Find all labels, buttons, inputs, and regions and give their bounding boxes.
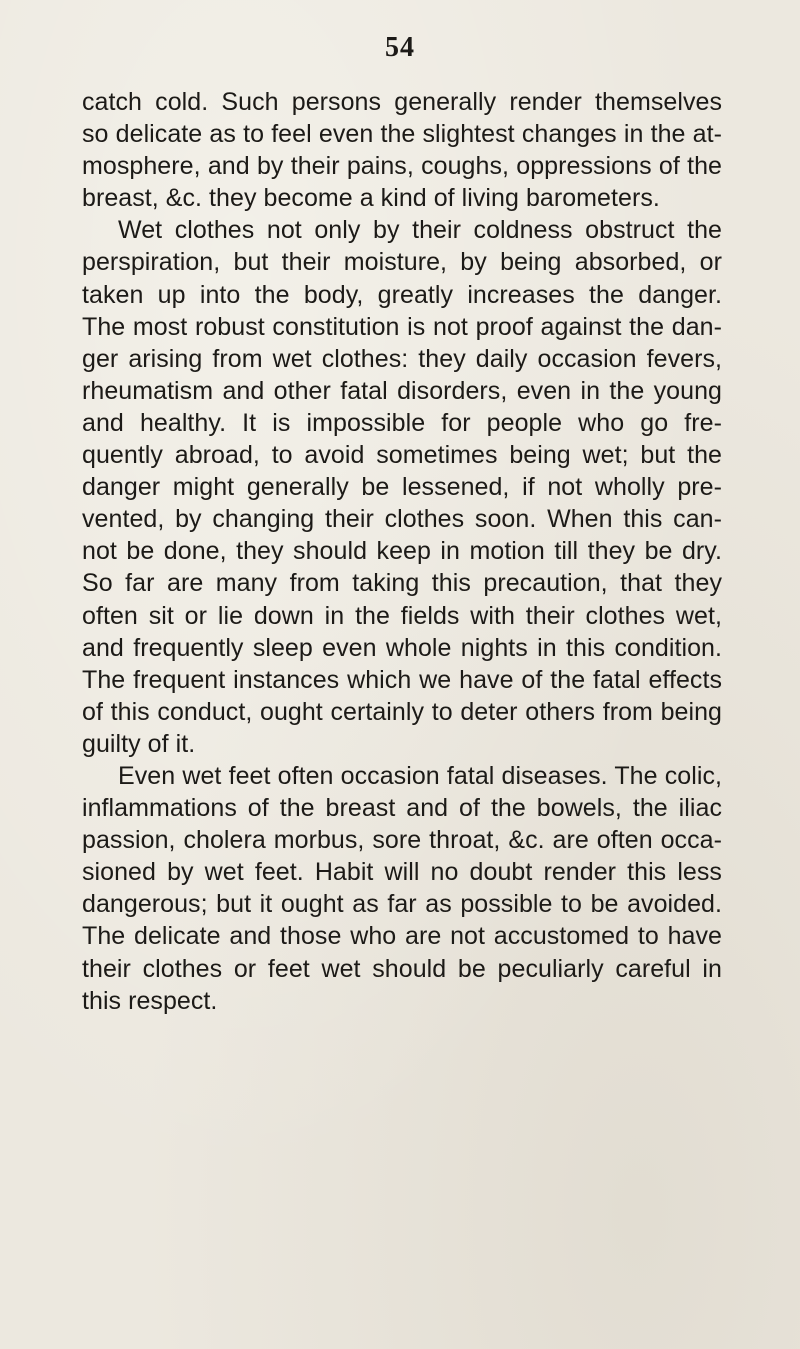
text-line: not be done, they should keep in motion till they be dry.: [82, 537, 722, 566]
text-line: danger might generally be lessened, if not wholly pre-: [82, 473, 722, 502]
text-line: of this conduct, ought certainly to deter others from being: [82, 697, 722, 726]
text-line: their clothes or feet wet should be peculiarly careful in: [82, 954, 722, 983]
text-line: The frequent instances which we have of the fatal effects: [82, 665, 722, 694]
text-line: sioned by wet feet. Habit will no doubt render this less: [82, 858, 722, 887]
text-line: vented, by changing their clothes soon. When this can-: [82, 505, 722, 534]
text-line: So far are many from taking this precaution, that they: [82, 569, 722, 598]
text-line: rheumatism and other fatal disorders, even in the young: [82, 376, 722, 405]
text-line: so delicate as to feel even the slightest changes in the at-: [82, 120, 722, 149]
page-number: 54: [385, 32, 415, 63]
text-line: mosphere, and by their pains, coughs, oppressions of the: [82, 152, 722, 181]
text-line: catch cold. Such persons generally render themselves: [82, 88, 722, 116]
text-line: The delicate and those who are not accustomed to have: [82, 922, 722, 951]
text-line: and healthy. It is impossible for people who go fre-: [82, 408, 722, 437]
text-line: guilty of it.: [82, 729, 196, 758]
text-line: dangerous; but it ought as far as possible to be avoided.: [82, 890, 722, 919]
text-line: Wet clothes not only by their coldness obstruct the: [118, 216, 722, 245]
text-line: Even wet feet often occasion fatal diseases. The colic,: [118, 761, 722, 790]
text-line: ger arising from wet clothes: they daily occasion fevers,: [82, 344, 722, 373]
text-line: perspiration, but their moisture, by being absorbed, or: [82, 248, 722, 277]
text-line: often sit or lie down in the fields with their clothes wet,: [82, 601, 722, 630]
body-text: [82, 86, 722, 1017]
text-line: inflammations of the breast and of the bowels, the iliac: [82, 794, 722, 823]
text-line: The most robust constitution is not proof against the dan-: [82, 312, 722, 341]
text-line: breast, &c. they become a kind of living barometers.: [82, 184, 660, 213]
text-line: this respect.: [82, 986, 218, 1015]
text-line: and frequently sleep even whole nights in this condition.: [82, 633, 722, 662]
text-line: passion, cholera morbus, sore throat, &c. are often occa-: [82, 826, 722, 855]
text-line: quently abroad, to avoid sometimes being wet; but the: [82, 441, 722, 470]
text-line: taken up into the body, greatly increases the danger.: [82, 280, 722, 309]
